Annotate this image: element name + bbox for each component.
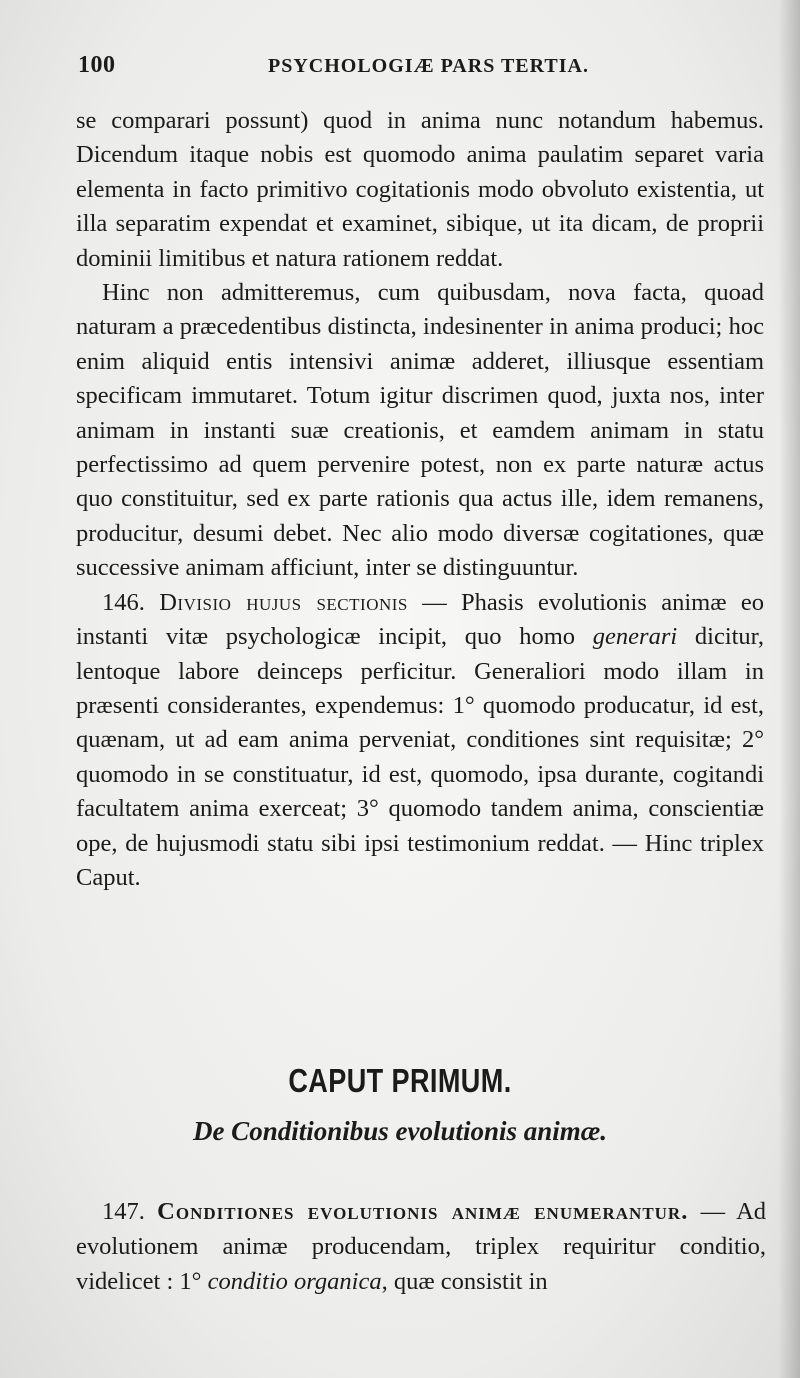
chapter-subtitle: De Conditionibus evolutionis animæ. [192,1116,608,1146]
section-146 [76,586,764,896]
section-146-heading: Divisio hujus sectionis [159,588,408,616]
section-146-italic: generari [592,623,678,651]
body-text [76,104,764,895]
section-147 [76,1194,766,1299]
chapter-title: CAPUT PRIMUM. [288,1062,512,1099]
section-146-text-a: Phasis evolutionis animæ eo instanti vitæ psychologicæ incipit, quo homo [76,588,765,651]
paragraph-hinc: Hinc non admitteremus, cum quibusdam, nova facta, quoad naturam a præcedentibus distincta, indesinenter in anima produci; hoc enim aliquid entis intensivi animæ adderet, illiusque essentiam specificam immutaret. Totum igitur discrimen quod, juxta nos, inter animam in instanti suæ creationis, et eamdem animam in statu perfectissimo ad quem pervenire potest, non ex parte naturæ actus quo constituitur, sed ex parte rationis qua actus ille, idem remanens, producitur, desumi debet. Nec alio modo diversæ cogitationes, quæ successive animam afficiunt, inter se distinguuntur. [76,279,764,582]
paragraph-continuation: se comparari possunt) quod in anima nunc notandum habemus. Dicendum itaque nobis est quomodo anima paulatim separet varia elementa in facto primitivo cogitationis modo obvoluto existentia, ut illa separatim expendat et examinet, sibique, ut ita dicam, de proprii dominii limitibus et natura rationem reddat. [76,107,764,272]
section-147-paragraph [76,1194,766,1299]
running-head: PSYCHOLOGIÆ PARS TERTIA. [268,55,589,77]
section-146-number: 146. [102,588,145,616]
page-number: 100 [78,52,116,78]
section-147-number: 147. [102,1198,145,1225]
page-edge-shadow [778,0,800,1378]
section-147-text-b: , quæ consistit in [381,1268,548,1295]
section-146-text-b: dicitur, lentoque labore deinceps perficitur. Generaliori modo illam in præsenti considerantes, expendemus: 1° quomodo producatur, id est, quænam, ut ad eam anima perveniat, conditiones sint requisitæ; 2° quomodo in se constituatur, id est, quomodo, ipsa durante, cogitandi facultatem anima exerceat; 3° quomodo tandem anima, conscientiæ ope, de hujusmodi statu sibi ipsi testimonium reddat. — Hinc triplex Caput. [76,623,764,891]
section-146-dash: — [407,588,462,616]
section-147-text-a: — Ad evolutionem animæ producendam, triplex requiritur conditio, videlicet : 1° [76,1198,767,1295]
section-147-italic: conditio organica [207,1268,382,1295]
page-header [78,52,758,86]
section-147-heading: Conditiones evolutionis animæ enumerantur. [157,1198,689,1225]
